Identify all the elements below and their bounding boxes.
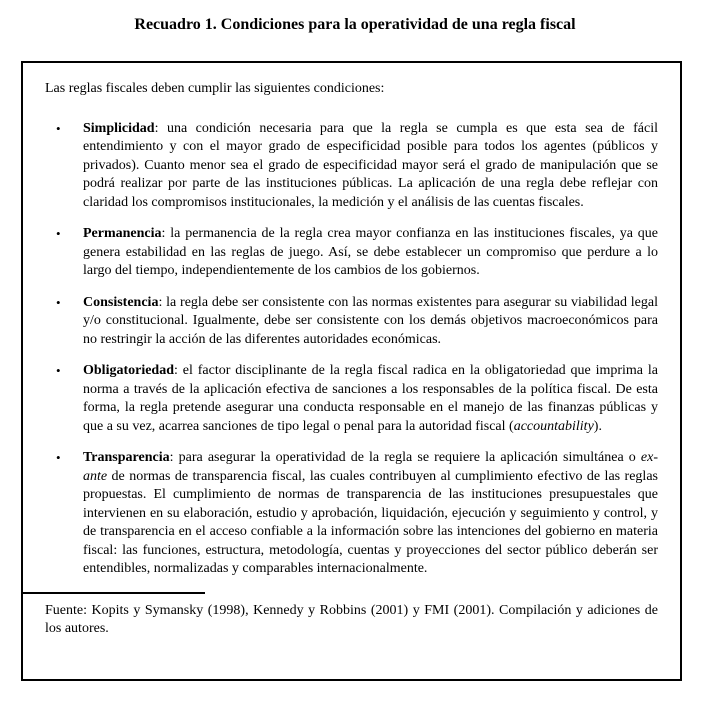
- bullet-text-pre: : una condición necesaria para que la regla se cumpla es que esta sea de fácil entendimiento y con el mayor grado de especificidad posible para todos los agentes (públicos y privados). Cuanto menor sea el grado de especificidad mayor será el grado de manipulación que se podrá realizar por parte de las instituciones públicas. La aplicación de una regla debe reflejar con claridad los compromisos institucionales, la medición y el análisis de las cuentas fiscales.: [83, 120, 658, 210]
- bullet-item-permanencia: [45, 225, 658, 281]
- bullet-list: [45, 120, 658, 579]
- bullet-term: Simplicidad: [83, 120, 155, 136]
- bullet-term: Obligatoriedad: [83, 363, 175, 378]
- bullet-term: Transparencia: [83, 450, 170, 465]
- content-box: [21, 61, 682, 681]
- source-text: Fuente: Kopits y Symansky (1998), Kennedy y Robbins (2001) y FMI (2001). Compilación y adiciones de los autores.: [45, 602, 658, 636]
- bullet-icon: •: [56, 294, 61, 310]
- bullet-text-pre: : la regla debe ser consistente con las normas existentes para asegurar su viabilidad legal y/o constitucional. Igualmente, debe ser consistente con los demás objetivos macroeconómicos para no restringir la acción de las diferentes autoridades económicas.: [83, 294, 658, 347]
- bullet-text: [83, 449, 658, 579]
- bullet-text-italic: accountability: [513, 418, 594, 434]
- bullet-text-pre: : la permanencia de la regla crea mayor confianza en las instituciones fiscales, ya que genera estabilidad en las reglas de juego. Así, se debe establecer un compromiso que perdure a lo largo del tiempo, independientemente de los cambios de los gobiernos.: [83, 226, 658, 278]
- bullet-term: Consistencia: [83, 294, 159, 310]
- bullet-item-simplicidad: [45, 120, 658, 213]
- bullet-icon: •: [56, 120, 61, 136]
- bullet-term: Permanencia: [83, 226, 162, 241]
- bullet-text: [83, 225, 658, 281]
- bullet-text: [83, 120, 658, 213]
- intro-text: Las reglas fiscales deben cumplir las siguientes condiciones:: [45, 81, 385, 96]
- bullet-icon: •: [56, 363, 61, 378]
- bullet-text-pre: : para asegurar la operatividad de la regla se requiere la aplicación simultánea o: [169, 450, 641, 465]
- bullet-text: [83, 294, 658, 350]
- bullet-text-italic: ex-ante: [83, 450, 658, 484]
- bullet-text-pre: : el factor disciplinante de la regla fiscal radica en la obligatoriedad que imprima la norma a través de la aplicación efectiva de sanciones a los responsables de la política fiscal. De esta forma, la regla pretende asegurar una conducta responsable en el manejo de las finanzas públicas y que a su vez, acarrea sanciones de tipo legal o penal para la autoridad fiscal (: [83, 363, 658, 434]
- bullet-icon: •: [56, 450, 61, 465]
- page-title: Recuadro 1. Condiciones para la operatividad de una regla fiscal: [134, 16, 576, 33]
- bullet-text-post: ).: [593, 418, 602, 434]
- bullet-text: [83, 362, 658, 436]
- bullet-icon: •: [56, 226, 61, 241]
- footnote-divider: [23, 592, 205, 594]
- bullet-item-transparencia: [45, 449, 658, 579]
- bullet-item-consistencia: [45, 294, 658, 350]
- bullet-text-post: de normas de transparencia fiscal, las cuales contribuyen al cumplimiento efectivo de las reglas propuestas. El cumplimiento de normas de transparencia de las instituciones presupuestales que intervienen en su elaboración, estudio y aprobación, liquidación, ejecución y seguimiento y control, y de transparencia en el acceso confiable a la información sobre las intenciones del gobierno en materia fiscal: las funciones, estructura, metodología, cuentas y proyecciones del sector público deberán ser entendibles, normalizadas y comparables internacionalmente.: [83, 468, 658, 576]
- bullet-item-obligatoriedad: [45, 362, 658, 436]
